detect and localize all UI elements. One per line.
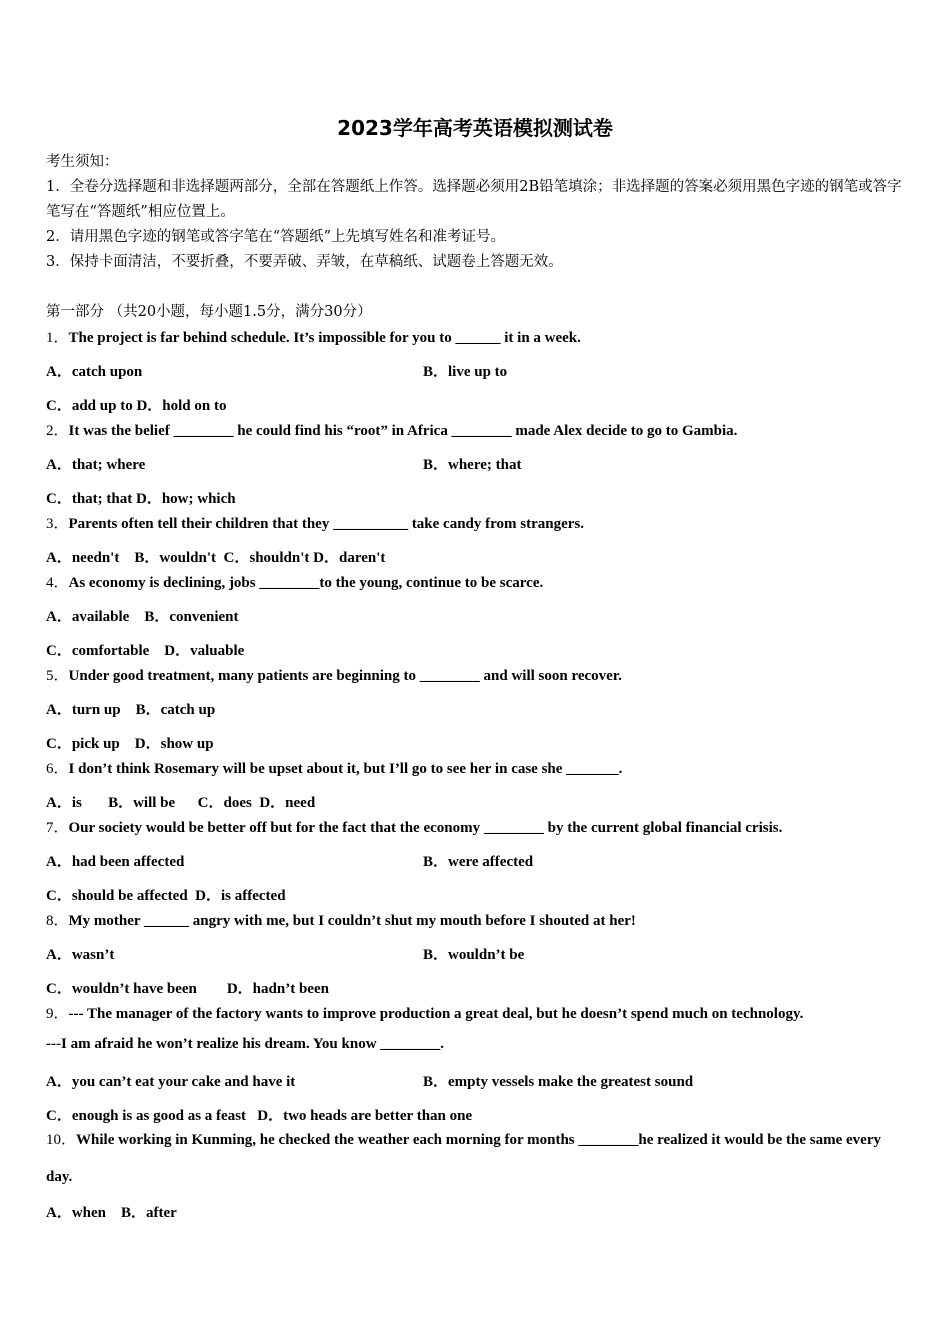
question-3 — [46, 512, 584, 533]
question-number: 3． — [46, 516, 69, 532]
page-title: 2023学年高考英语模拟测试卷 — [337, 116, 613, 140]
q9-options-ab — [46, 1070, 694, 1091]
q3-options[interactable]: A．needn't B．wouldn't C．shouldn't D．daren't — [46, 550, 386, 566]
question-stem: While working in Kunming, he checked the weather each morning for months ________he realized it would be the same every day. — [46, 1132, 881, 1185]
question-stem: I don’t think Rosemary will be upset about it, but I’ll go to see her in case she _______. — [68, 761, 623, 777]
notice-item-1: 1．全卷分选择题和非选择题两部分，全部在答题纸上作答。选择题必须用2B铅笔填涂；非选择题的答案必须用黑色字迹的钢笔或答字笔写在“答题纸”相应位置上。 — [46, 179, 902, 220]
question-2 — [46, 419, 737, 440]
question-6 — [46, 757, 622, 778]
q7-options-cd[interactable]: C．should be affected D．is affected — [46, 888, 286, 904]
question-1 — [46, 326, 581, 347]
notice-item-3: 3．保持卡面清洁，不要折叠，不要弄破、弄皱，在草稿纸、试题卷上答题无效。 — [46, 254, 563, 270]
question-9 — [46, 1002, 803, 1023]
q1-options-ab — [46, 360, 508, 381]
question-number: 9． — [46, 1006, 69, 1022]
question-number: 5． — [46, 668, 69, 684]
question-stem: The project is far behind schedule. It’s impossible for you to ______ it in a week. — [68, 330, 581, 346]
notice-block — [46, 150, 906, 275]
question-4 — [46, 571, 543, 592]
notice-heading: 考生须知： — [46, 154, 119, 170]
q1-options-cd[interactable]: C．add up to D．hold on to — [46, 398, 227, 414]
question-number: 6． — [46, 761, 69, 777]
option-a[interactable]: A．that; where — [46, 457, 146, 473]
option-b[interactable]: B．were affected — [423, 854, 534, 870]
question-number: 7． — [46, 820, 69, 836]
question-number: 10． — [46, 1132, 77, 1148]
question-5 — [46, 664, 622, 685]
option-a[interactable]: A．catch upon — [46, 364, 143, 380]
question-10 — [46, 1122, 906, 1196]
notice-item-2: 2．请用黑色字迹的钢笔或答字笔在“答题纸”上先填写姓名和准考证号。 — [46, 229, 506, 245]
option-a[interactable]: A．had been affected — [46, 854, 185, 870]
q4-options-cd[interactable]: C．comfortable D．valuable — [46, 643, 245, 659]
option-b[interactable]: B．empty vessels make the greatest sound — [423, 1074, 694, 1090]
section-heading: 第一部分 （共20小题，每小题1.5分，满分30分） — [46, 304, 372, 320]
q5-options-cd[interactable]: C．pick up D．show up — [46, 736, 214, 752]
q9-options-cd[interactable]: C．enough is as good as a feast D．two heads are better than one — [46, 1108, 473, 1124]
question-stem: My mother ______ angry with me, but I couldn’t shut my mouth before I shouted at her! — [68, 913, 636, 929]
question-stem: As economy is declining, jobs ________to the young, continue to be scarce. — [68, 575, 544, 591]
q2-options-ab — [46, 453, 522, 474]
option-a[interactable]: A．you can’t eat your cake and have it — [46, 1074, 296, 1090]
option-b[interactable]: B．where; that — [423, 457, 522, 473]
option-b[interactable]: B．wouldn’t be — [423, 947, 525, 963]
q7-options-ab — [46, 850, 534, 871]
question-number: 1． — [46, 330, 69, 346]
q9-stem-2: ---I am afraid he won’t realize his dream. You know ________. — [46, 1036, 445, 1052]
option-b[interactable]: B．live up to — [423, 364, 508, 380]
q8-options-cd[interactable]: C．wouldn’t have been D．hadn’t been — [46, 981, 329, 997]
question-stem: Parents often tell their children that they __________ take candy from strangers. — [68, 516, 585, 532]
question-stem: Under good treatment, many patients are beginning to ________ and will soon recover. — [68, 668, 622, 684]
question-number: 2． — [46, 423, 69, 439]
q5-options-ab[interactable]: A．turn up B．catch up — [46, 702, 216, 718]
option-a[interactable]: A．wasn’t — [46, 947, 115, 963]
question-7 — [46, 816, 782, 837]
question-8 — [46, 909, 636, 930]
q8-options-ab — [46, 943, 525, 964]
q10-options-ab[interactable]: A．when B．after — [46, 1205, 177, 1221]
question-stem: --- The manager of the factory wants to improve production a great deal, but he doesn’t spend much on technology. — [68, 1006, 804, 1022]
question-number: 4． — [46, 575, 69, 591]
q6-options[interactable]: A．is B．will be C．does D．need — [46, 795, 316, 811]
q4-options-ab[interactable]: A．available B．convenient — [46, 609, 239, 625]
q2-options-cd[interactable]: C．that; that D．how; which — [46, 491, 236, 507]
question-stem: Our society would be better off but for the fact that the economy ________ by the current global financial crisis. — [68, 820, 783, 836]
question-stem: It was the belief ________ he could find his “root” in Africa ________ made Alex decide to go to Gambia. — [68, 423, 738, 439]
question-number: 8． — [46, 913, 69, 929]
